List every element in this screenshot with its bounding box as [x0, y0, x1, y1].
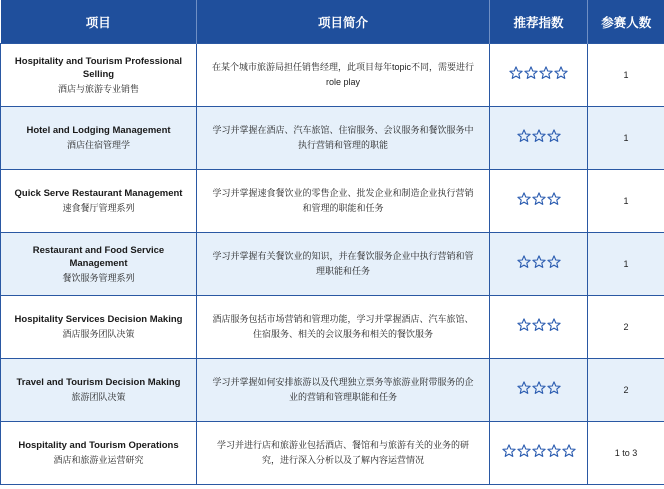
recommendation-rating [490, 359, 588, 422]
recommendation-rating [490, 296, 588, 359]
star-outline-icon [532, 192, 546, 206]
header-row [1, 0, 664, 44]
star-outline-icon [532, 255, 546, 269]
table-row [1, 170, 664, 233]
star-outline-icon [547, 444, 561, 458]
star-outline-icon [517, 255, 531, 269]
star-outline-icon [547, 129, 561, 143]
star-rating [509, 66, 568, 80]
project-description: 酒店服务包括市场营销和管理功能，学习并掌握酒店、汽车旅馆、住宿服务、相关的会议服务和相关的餐饮服务 [197, 296, 490, 359]
star-outline-icon [532, 129, 546, 143]
star-outline-icon [517, 192, 531, 206]
project-name-cell [1, 170, 197, 233]
star-outline-icon [554, 66, 568, 80]
star-rating [517, 381, 561, 395]
star-outline-icon [532, 381, 546, 395]
table-row [1, 44, 664, 107]
star-outline-icon [547, 381, 561, 395]
star-outline-icon [502, 444, 516, 458]
project-name-cell [1, 107, 197, 170]
project-name-en: Hospitality Services Decision Making [14, 314, 183, 325]
project-name-zh: 酒店与旅游专业销售 [57, 83, 139, 94]
project-name-zh: 餐饮服务管理系列 [62, 272, 135, 283]
project-name-zh: 酒店服务团队决策 [62, 329, 135, 339]
star-rating [517, 129, 561, 143]
star-outline-icon [547, 255, 561, 269]
project-name-en: Travel and Tourism Decision Making [16, 377, 181, 388]
project-name-en: Hotel and Lodging Management [26, 125, 171, 136]
star-outline-icon [547, 318, 561, 332]
project-name-en: Quick Serve Restaurant Management [14, 188, 183, 199]
header-participants: 参赛人数 [588, 0, 664, 44]
table-row [1, 296, 664, 359]
participant-count: 1 [588, 44, 664, 107]
participant-count: 1 [588, 233, 664, 296]
star-rating [517, 318, 561, 332]
star-rating [502, 444, 576, 458]
project-name-en: Hospitality and Tourism Operations [18, 440, 179, 451]
project-name-cell [1, 359, 197, 422]
project-description: 学习并掌握在酒店、汽车旅馆、住宿服务、会议服务和餐饮服务中执行营销和管理的职能 [197, 107, 490, 170]
star-outline-icon [517, 129, 531, 143]
table-row [1, 359, 664, 422]
project-name-zh: 酒店住宿管理学 [66, 140, 130, 150]
star-outline-icon [547, 192, 561, 206]
header-index: 推荐指数 [490, 0, 588, 44]
star-outline-icon [517, 444, 531, 458]
header-intro: 项目简介 [197, 0, 490, 44]
star-outline-icon [532, 444, 546, 458]
project-name-cell [1, 233, 197, 296]
table-row [1, 107, 664, 170]
recommendation-rating [490, 107, 588, 170]
project-name-cell [1, 296, 197, 359]
participant-count: 2 [588, 296, 664, 359]
project-name-en: Hospitality and Tourism Professional Selling [14, 55, 183, 80]
project-name-zh: 酒店和旅游业运营研究 [53, 455, 144, 465]
star-rating [517, 255, 561, 269]
star-outline-icon [539, 66, 553, 80]
header-project: 项目 [1, 0, 197, 44]
star-outline-icon [532, 318, 546, 332]
participant-count: 1 [588, 107, 664, 170]
participant-count: 1 to 3 [588, 422, 664, 485]
recommendation-rating [490, 170, 588, 233]
project-name-en: Restaurant and Food Service Management [32, 244, 165, 269]
participant-count: 2 [588, 359, 664, 422]
star-outline-icon [524, 66, 538, 80]
project-description: 学习并进行店和旅游业包括酒店、餐馆和与旅游有关的业务的研究，进行深入分析以及了解内容运营情况 [197, 422, 490, 485]
star-outline-icon [517, 381, 531, 395]
project-name-zh: 旅游团队决策 [71, 392, 126, 402]
project-description: 学习并掌握有关餐饮业的知识，并在餐饮服务企业中执行营销和管理职能和任务 [197, 233, 490, 296]
star-outline-icon [517, 318, 531, 332]
project-description: 学习并掌握速食餐饮业的零售企业、批发企业和制造企业执行营销和管理的职能和任务 [197, 170, 490, 233]
star-rating [517, 192, 561, 206]
table-row [1, 233, 664, 296]
star-outline-icon [509, 66, 523, 80]
recommendation-rating [490, 422, 588, 485]
project-name-cell [1, 44, 197, 107]
recommendation-rating [490, 44, 588, 107]
project-name-zh: 速食餐厅管理系列 [62, 203, 135, 213]
table-row [1, 422, 664, 485]
participant-count: 1 [588, 170, 664, 233]
star-outline-icon [562, 444, 576, 458]
project-name-cell [1, 422, 197, 485]
project-description: 在某个城市旅游局担任销售经理，此项目每年topic不同，需要进行role play [197, 44, 490, 107]
project-description: 学习并掌握如何安排旅游以及代理独立票务等旅游业附带服务的企业的营销和管理职能和任务 [197, 359, 490, 422]
recommendation-rating [490, 233, 588, 296]
